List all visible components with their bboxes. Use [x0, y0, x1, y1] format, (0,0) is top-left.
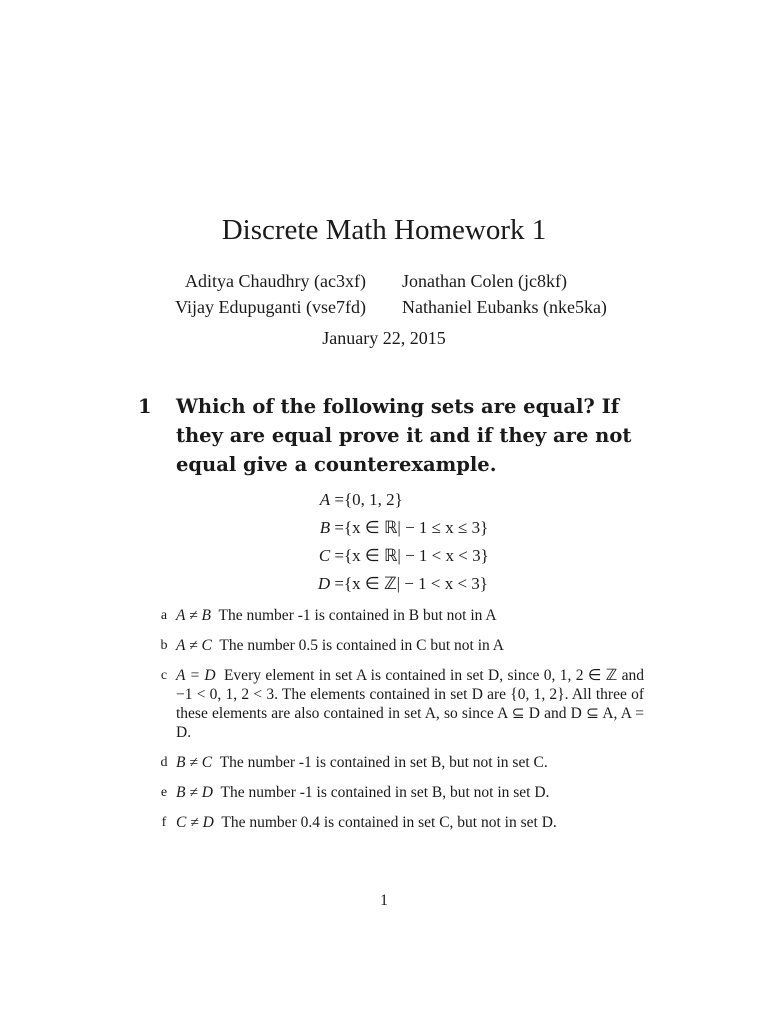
- answer-relation: A ≠ C: [176, 637, 212, 654]
- answer-relation: B ≠ D: [176, 784, 213, 801]
- answer-item: [158, 666, 644, 742]
- section-title: Which of the following sets are equal? If they are equal prove it and if they are not equal give a counterexample.: [176, 395, 632, 476]
- answer-label: b: [160, 638, 168, 653]
- author-row: [0, 268, 768, 294]
- answer-label: a: [160, 608, 168, 623]
- author-name: Nathaniel Eubanks (nke5ka): [402, 297, 607, 317]
- set-value: {x ∈ ℝ| − 1 ≤ x ≤ 3}: [344, 518, 489, 537]
- answer-label: f: [161, 815, 167, 830]
- answer-item: [158, 783, 644, 802]
- answer-label: c: [160, 668, 168, 683]
- set-value: {x ∈ ℤ| − 1 < x < 3}: [344, 574, 488, 593]
- set-definition: B ={x ∈ ℝ| − 1 ≤ x ≤ 3}: [0, 514, 768, 542]
- answer-relation: A = D: [176, 667, 216, 684]
- answer-text: The number -1 is contained in set B, but not in set C.: [219, 754, 548, 771]
- answer-text: The number -1 is contained in set B, but not in set D.: [220, 784, 550, 801]
- answer-text: The number -1 is contained in B but not in A: [218, 607, 497, 624]
- set-definitions: [0, 486, 768, 598]
- answer-item: [158, 813, 644, 832]
- answer-label: d: [160, 755, 168, 770]
- page-number: 1: [380, 892, 388, 909]
- author-block: [0, 268, 768, 320]
- answer-text: The number 0.4 is contained in set C, but not in set D.: [221, 814, 557, 831]
- answer-list: [158, 606, 644, 843]
- answer-relation: B ≠ C: [176, 754, 213, 771]
- answer-item: [158, 606, 644, 625]
- section-number: 1: [138, 395, 152, 418]
- answer-item: [158, 753, 644, 772]
- set-name: C: [318, 546, 331, 565]
- set-name: B: [319, 518, 331, 537]
- set-definition: D ={x ∈ ℤ| − 1 < x < 3}: [0, 570, 768, 598]
- set-definition: A ={0, 1, 2}: [0, 486, 768, 514]
- answer-text: Every element in set A is contained in set D, since 0, 1, 2 ∈ ℤ and −1 < 0, 1, 2 < 3. The elements contained in set D are {0, 1, 2}. All three of these elements are also contained in set A, so since A ⊆ D and D ⊆ A, A = D.: [176, 667, 644, 741]
- author-row: [0, 294, 768, 320]
- author-name: Vijay Edupuganti (vse7fd): [175, 297, 366, 317]
- author-name: Aditya Chaudhry (ac3xf): [185, 271, 366, 291]
- set-definition: C ={x ∈ ℝ| − 1 < x < 3}: [0, 542, 768, 570]
- answer-relation: C ≠ D: [176, 814, 214, 831]
- author-name: Jonathan Colen (jc8kf): [402, 271, 567, 291]
- answer-relation: A ≠ B: [176, 607, 211, 624]
- document-date: January 22, 2015: [322, 328, 446, 348]
- document-title: Discrete Math Homework 1: [221, 214, 547, 246]
- answer-item: [158, 636, 644, 655]
- set-value: {0, 1, 2}: [344, 490, 403, 509]
- answer-text: The number 0.5 is contained in C but not in A: [219, 637, 504, 654]
- set-name: A: [319, 490, 331, 509]
- set-name: D: [317, 574, 331, 593]
- set-value: {x ∈ ℝ| − 1 < x < 3}: [344, 546, 489, 565]
- answer-label: e: [160, 785, 168, 800]
